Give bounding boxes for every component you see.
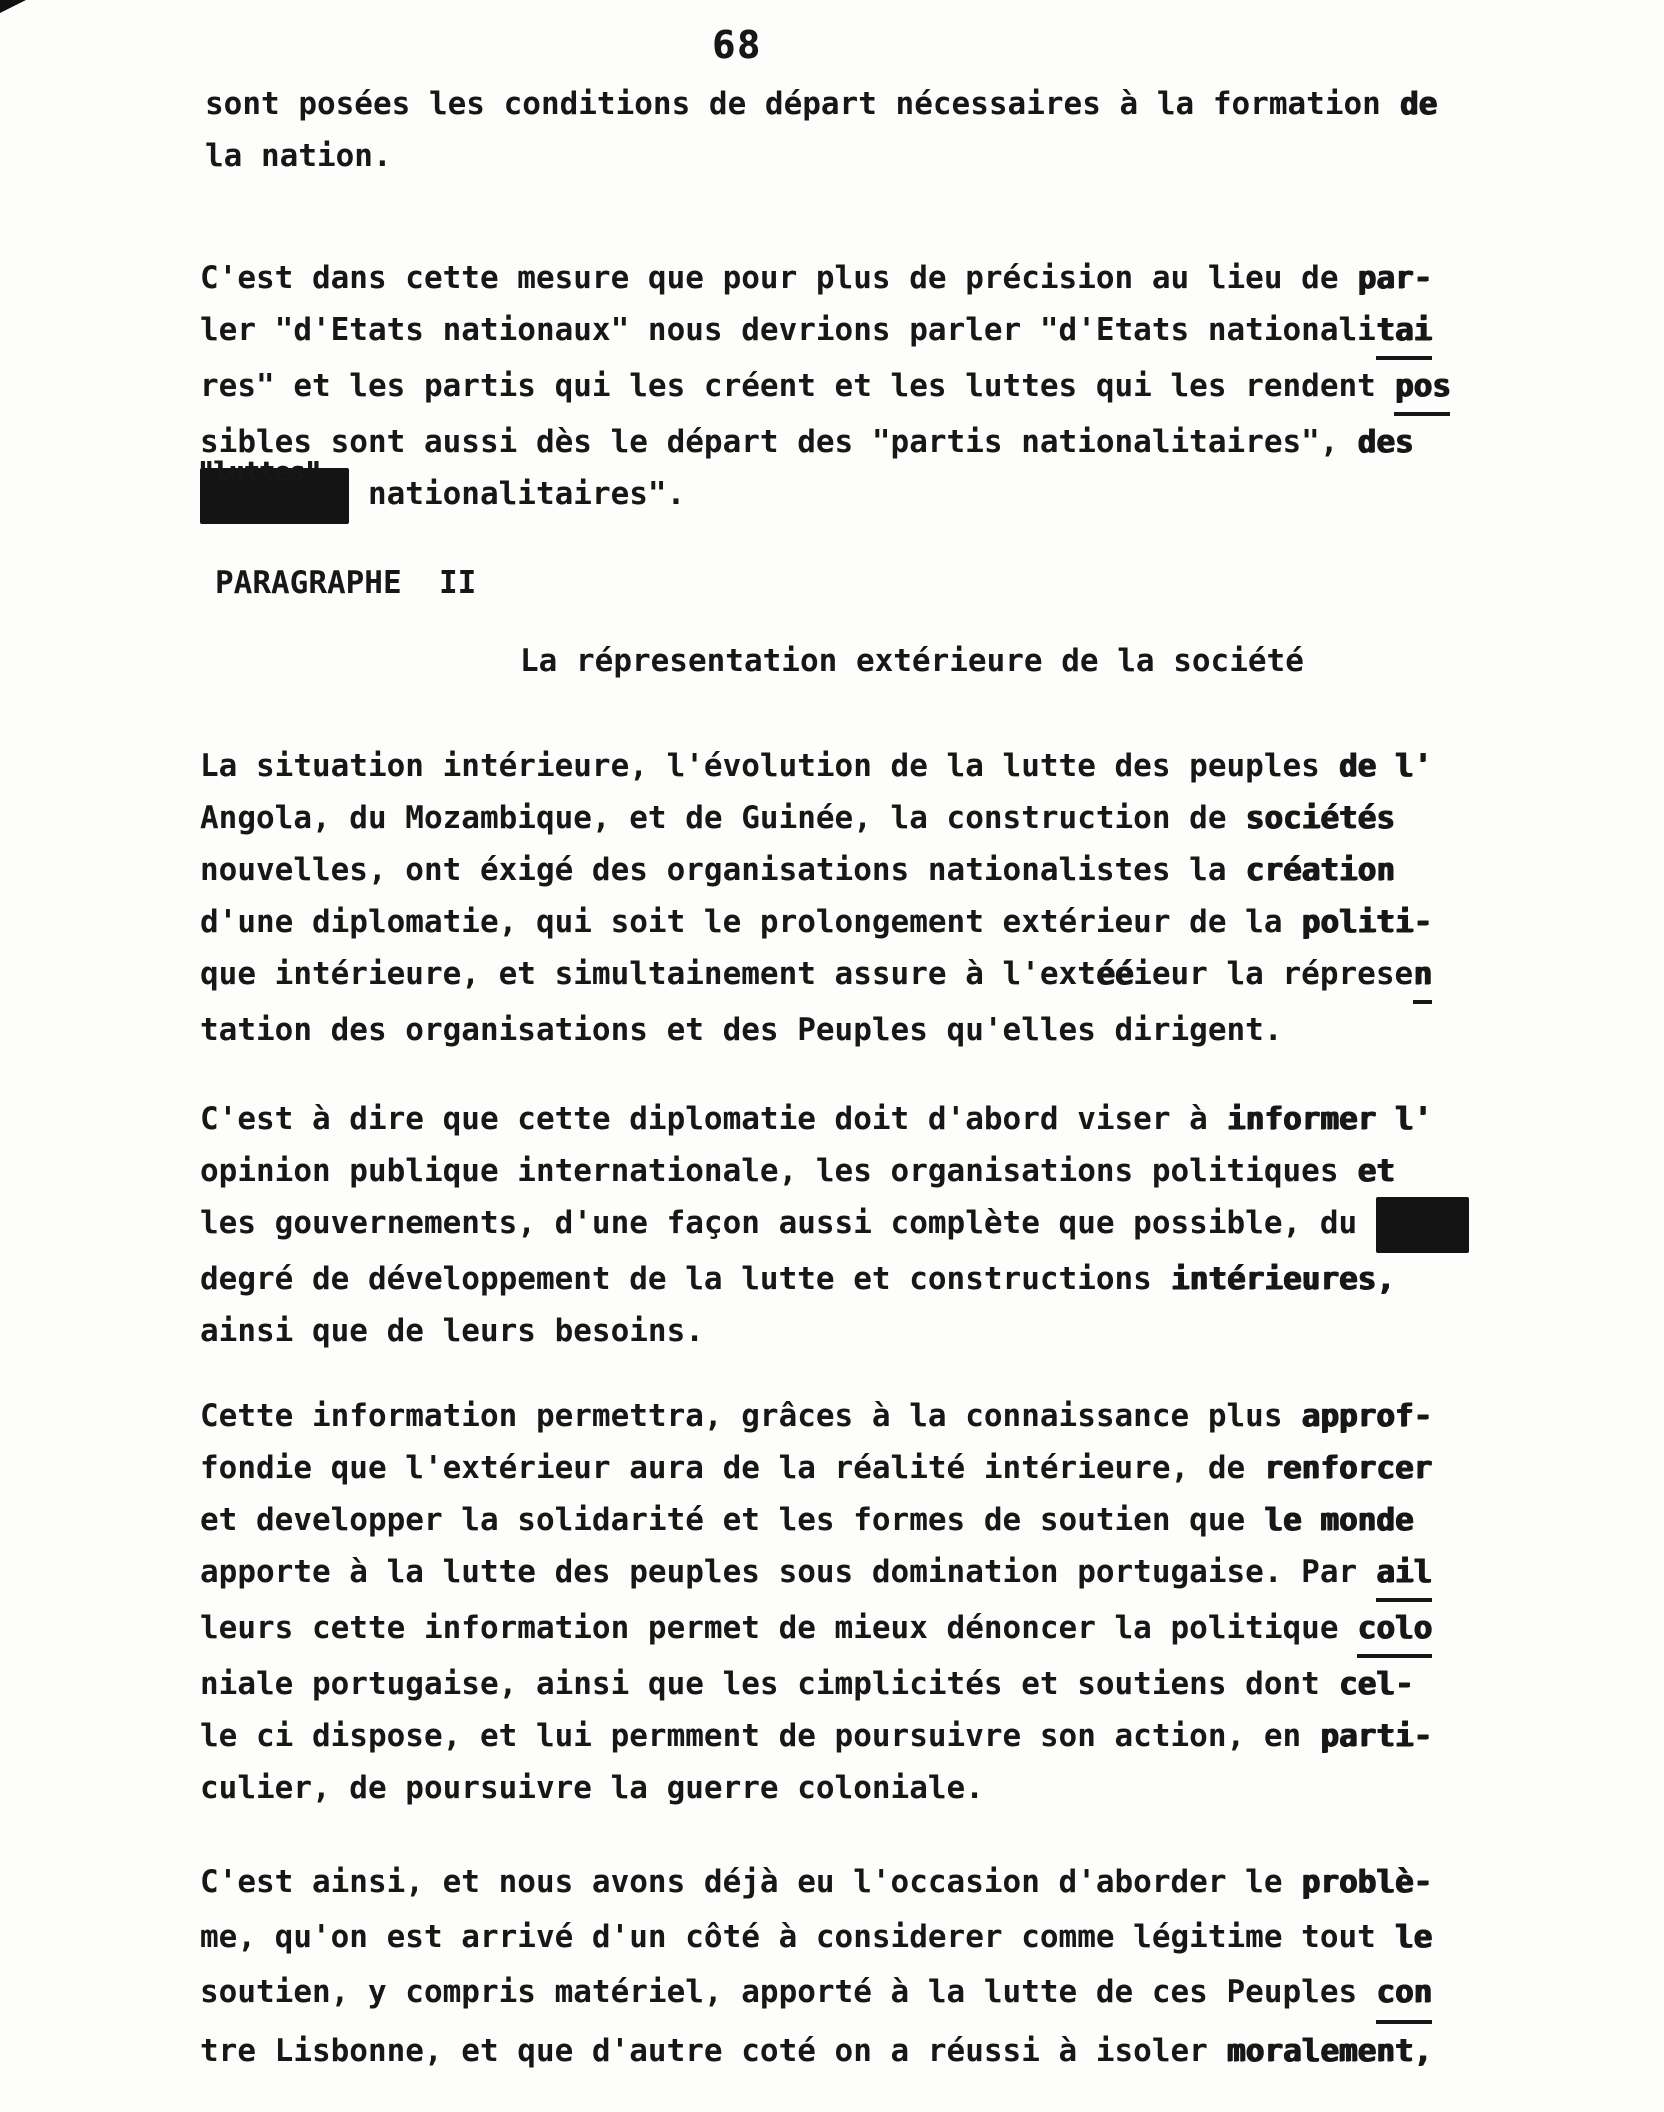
- text-line: [200, 360, 1450, 416]
- text-line: [200, 1145, 1469, 1197]
- text-line: [200, 1093, 1469, 1145]
- text-segment: C'est à dire que cette diplomatie doit d'abord viser à: [200, 1101, 1227, 1137]
- text-line: [200, 2024, 1432, 2079]
- text-segment: leurs cette information permet de mieux dénoncer la politique: [200, 1610, 1358, 1646]
- text-line: [200, 1253, 1469, 1305]
- text-segment: res" et les partis qui les créent et les luttes qui les rendent: [200, 368, 1395, 404]
- text-line: [200, 844, 1432, 896]
- text-segment: tai: [1376, 304, 1432, 360]
- text-line: [205, 130, 1437, 182]
- text-segment: apporte à la lutte des peuples sous domination portugaise. Par: [200, 1554, 1376, 1590]
- text-segment: renforcer: [1263, 1450, 1432, 1486]
- text-line: [200, 1855, 1432, 1910]
- text-line: [215, 557, 476, 609]
- text-segment: C'est dans cette mesure que pour plus de précision au lieu de: [200, 260, 1358, 296]
- text-segment: ler "d'Etats nationaux" nous devrions parler "d'Etats nationali: [200, 312, 1376, 348]
- text-line: [205, 78, 1437, 130]
- text-segment: de: [1399, 86, 1437, 122]
- text-segment: intérieures,: [1170, 1261, 1395, 1297]
- text-segment: création: [1245, 852, 1395, 888]
- text-segment: par-: [1357, 260, 1432, 296]
- paragraph-1: [205, 78, 1437, 182]
- text-segment: que intérieure, et simultainement assure à l'ext: [200, 956, 1096, 992]
- text-segment: et: [1357, 1153, 1395, 1189]
- text-segment: ieur la réprese: [1133, 956, 1414, 992]
- text-segment: les gouvernements, d'une façon aussi complète que possible, du: [200, 1205, 1376, 1241]
- text-segment: la nation.: [205, 138, 392, 174]
- text-segment: PARAGRAPHE II: [215, 565, 477, 601]
- text-line: [200, 740, 1432, 792]
- text-segment: colo: [1357, 1602, 1432, 1658]
- text-segment: C'est ainsi, et nous avons déjà eu l'occasion d'aborder le: [200, 1864, 1302, 1900]
- text-segment: des: [1357, 424, 1414, 460]
- text-segment: sont posées les conditions de départ nécessaires à la formation: [205, 86, 1400, 122]
- text-segment: degré de développement de la lutte et constructions: [200, 1261, 1171, 1297]
- text-line: [200, 1546, 1432, 1602]
- text-line: [200, 304, 1450, 360]
- text-line: [200, 896, 1432, 948]
- text-line: [200, 1004, 1432, 1056]
- inserted-correction-word: "luttes": [198, 455, 321, 486]
- text-segment: tation des organisations et des Peuples qu'elles dirigent.: [200, 1012, 1283, 1048]
- text-segment: niale portugaise, ainsi que les cimplicités et soutiens dont: [200, 1666, 1339, 1702]
- text-segment: éé: [1095, 956, 1134, 992]
- text-line: [200, 252, 1450, 304]
- paragraph-6: [200, 1855, 1432, 2079]
- text-line: [200, 1762, 1432, 1814]
- text-line: [200, 1197, 1469, 1253]
- section-heading: [215, 557, 476, 609]
- text-segment: politi-: [1301, 904, 1432, 940]
- text-line: [520, 635, 1304, 687]
- section-subtitle: [520, 635, 1304, 687]
- text-segment: tre Lisbonne, et que d'autre coté on a réussi à isoler: [200, 2033, 1227, 2069]
- text-line: [200, 416, 1450, 468]
- text-segment: le ci dispose, et lui permment de poursuivre son action, en: [200, 1718, 1320, 1754]
- text-segment: d'une diplomatie, qui soit le prolongement extérieur de la: [200, 904, 1302, 940]
- text-segment: cel-: [1338, 1666, 1414, 1702]
- text-segment: n: [1413, 948, 1432, 1004]
- scan-corner-artifact: [0, 0, 26, 13]
- text-segment: nouvelles, ont éxigé des organisations nationalistes la: [200, 852, 1246, 888]
- text-segment: opinion publique internationale, les organisations politiques: [200, 1153, 1358, 1189]
- text-segment: parti-: [1319, 1718, 1432, 1754]
- text-line: [200, 1965, 1432, 2024]
- struck-out-word: [1376, 1197, 1469, 1253]
- text-segment: ainsi que de leurs besoins.: [200, 1313, 704, 1349]
- paragraph-3: [200, 740, 1432, 1056]
- text-segment: culier, de poursuivre la guerre coloniale.: [200, 1770, 984, 1806]
- page-number: 68: [712, 23, 762, 67]
- text-line: [200, 1305, 1469, 1357]
- text-line: [200, 1910, 1432, 1965]
- text-segment: con: [1376, 1965, 1432, 2024]
- text-segment: pos: [1394, 360, 1450, 416]
- text-line: [200, 792, 1432, 844]
- text-segment: Angola, du Mozambique, et de Guinée, la construction de: [200, 800, 1246, 836]
- text-line: [200, 1390, 1432, 1442]
- struck-out-word: [198, 455, 349, 524]
- text-line: [200, 1710, 1432, 1762]
- text-line: [200, 1494, 1432, 1546]
- text-segment: et developper la solidarité et les formes de soutien que: [200, 1502, 1264, 1538]
- paragraph-4: [200, 1093, 1469, 1357]
- text-segment: me, qu'on est arrivé d'un côté à considerer comme légitime tout: [200, 1919, 1395, 1955]
- text-line: [198, 455, 1450, 524]
- text-segment: moralement,: [1226, 2033, 1432, 2069]
- text-line: [200, 948, 1432, 1004]
- paragraph-5: [200, 1390, 1432, 1814]
- paragraph-2: [200, 252, 1450, 524]
- text-segment: sociétés: [1245, 800, 1395, 836]
- text-segment: soutien, y compris matériel, apporté à la lutte de ces Peuples: [200, 1974, 1376, 2010]
- text-segment: fondie que l'extérieur aura de la réalité intérieure, de: [200, 1450, 1264, 1486]
- text-segment: de l': [1338, 748, 1432, 784]
- text-segment: le monde: [1263, 1502, 1414, 1538]
- text-line: [200, 1442, 1432, 1494]
- text-segment: nationalitaires".: [349, 476, 686, 512]
- text-segment: problè-: [1301, 1864, 1432, 1900]
- text-line: [200, 1658, 1432, 1710]
- text-line: [200, 1602, 1432, 1658]
- text-segment: approf-: [1301, 1398, 1432, 1434]
- text-segment: sibles sont aussi dès le départ des "partis nationalitaires",: [200, 424, 1358, 460]
- text-segment: informer l': [1226, 1101, 1432, 1137]
- text-segment: La situation intérieure, l'évolution de la lutte des peuples: [200, 748, 1339, 784]
- text-segment: La répresentation extérieure de la société: [520, 643, 1304, 679]
- text-segment: ail: [1376, 1546, 1432, 1602]
- text-segment: le: [1394, 1919, 1432, 1955]
- text-segment: Cette information permettra, grâces à la connaissance plus: [200, 1398, 1302, 1434]
